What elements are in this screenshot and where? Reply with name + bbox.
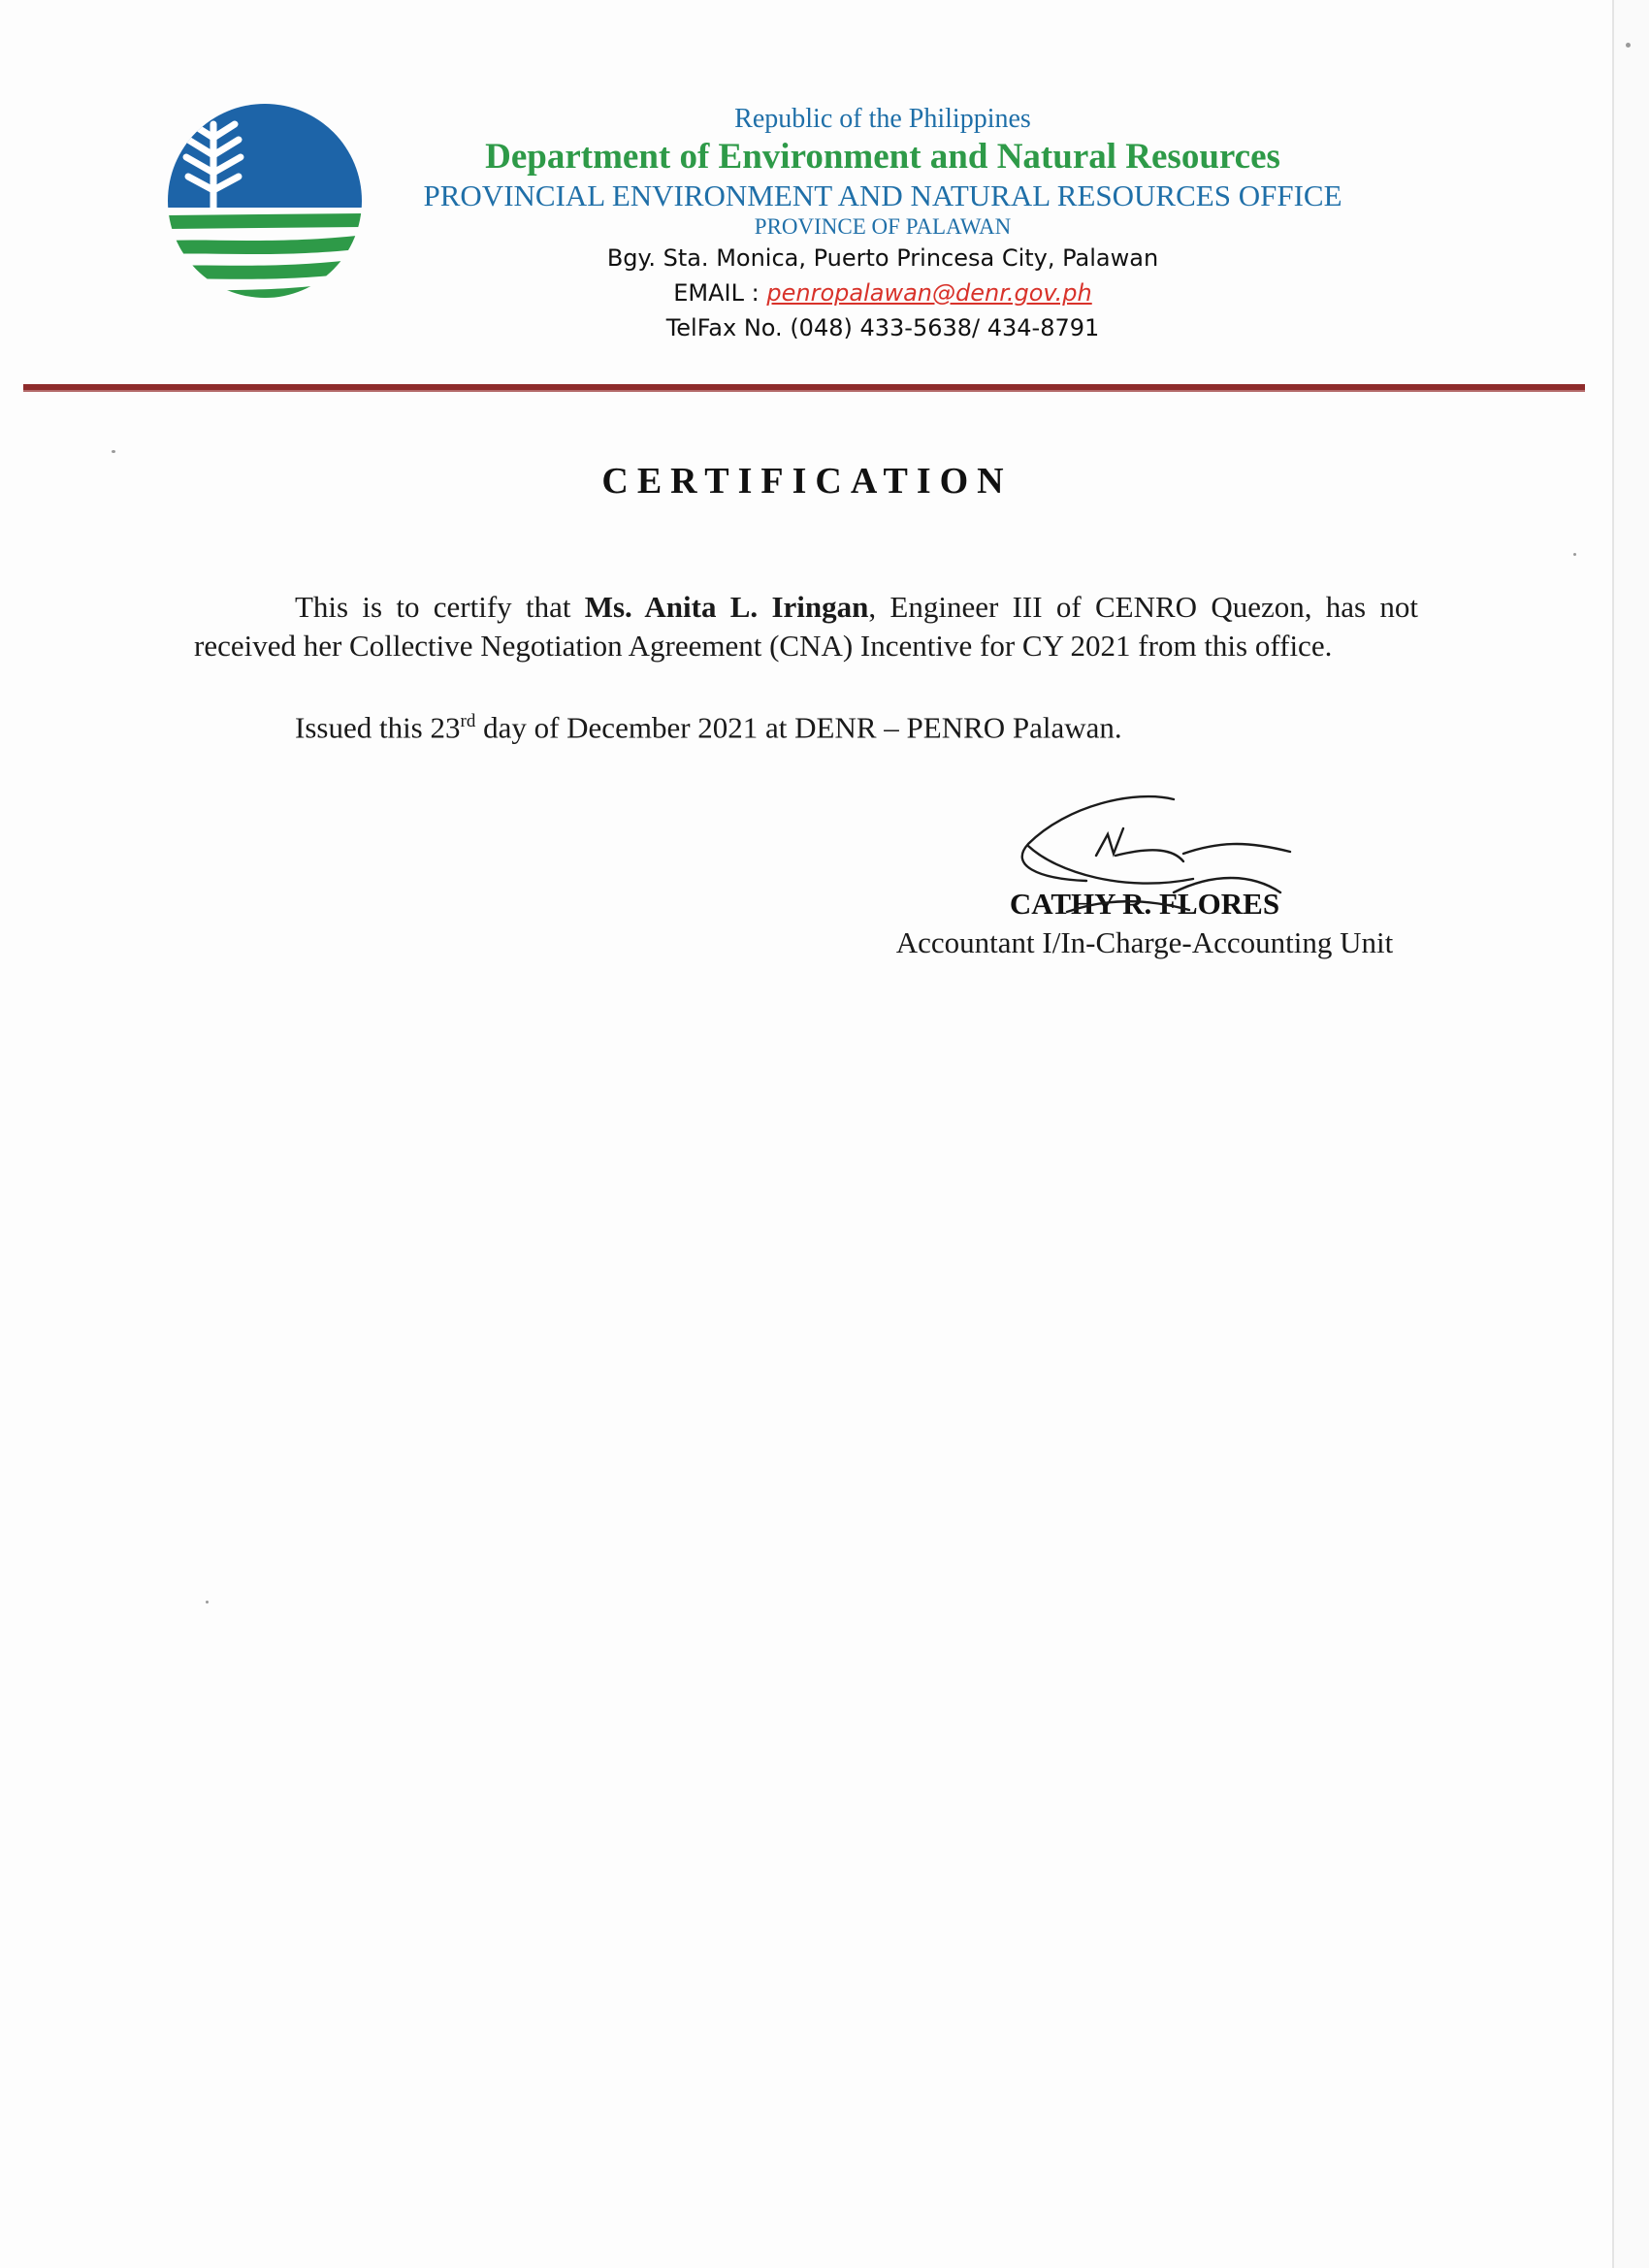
issued-prefix: Issued this 23 xyxy=(295,710,461,745)
email-link[interactable]: penropalawan@denr.gov.ph xyxy=(766,279,1092,307)
letterhead xyxy=(369,103,1397,345)
body-suffix: , Engineer III of CENRO Quezon, has not received her Collective Negotiation Agreement (CNA) Incentive for CY 2021 from this office. xyxy=(194,590,1418,663)
signatory-title: Accountant I/In-Charge-Accounting Unit xyxy=(895,925,1394,959)
scan-speck xyxy=(1573,553,1576,556)
scan-speck xyxy=(112,450,115,453)
issued-suffix: day of December 2021 at DENR – PENRO Palawan. xyxy=(475,710,1122,745)
telfax-line: TelFax No. (048) 433-5638/ 434-8791 xyxy=(665,314,1100,341)
office-address: Bgy. Sta. Monica, Puerto Princesa City, Palawan xyxy=(606,244,1159,272)
certification-title: CERTIFICATION xyxy=(601,461,1013,502)
scan-speck xyxy=(206,1601,209,1604)
department-name: Department of Environment and Natural Resources xyxy=(485,137,1280,177)
letterhead-divider xyxy=(23,384,1585,392)
person-name: Ms. Anita L. Iringan xyxy=(584,590,869,624)
denr-logo-icon xyxy=(163,99,367,303)
signatory-name: CATHY R. FLORES xyxy=(1009,887,1280,921)
scan-speck xyxy=(1626,43,1631,48)
issued-statement xyxy=(295,702,1362,747)
province-line: PROVINCE OF PALAWAN xyxy=(754,214,1012,239)
issued-ordinal: rd xyxy=(460,711,476,731)
email-label: EMAIL : xyxy=(673,279,767,307)
certification-body xyxy=(194,588,1418,665)
handwritten-signature-icon xyxy=(999,786,1329,931)
office-name: PROVINCIAL ENVIRONMENT AND NATURAL RESOURCES OFFICE xyxy=(423,178,1342,212)
republic-line: Republic of the Philippines xyxy=(734,104,1031,134)
email-line xyxy=(369,275,1397,310)
body-prefix: This is to certify that xyxy=(295,590,585,624)
page-scan-edge xyxy=(1612,0,1649,2268)
